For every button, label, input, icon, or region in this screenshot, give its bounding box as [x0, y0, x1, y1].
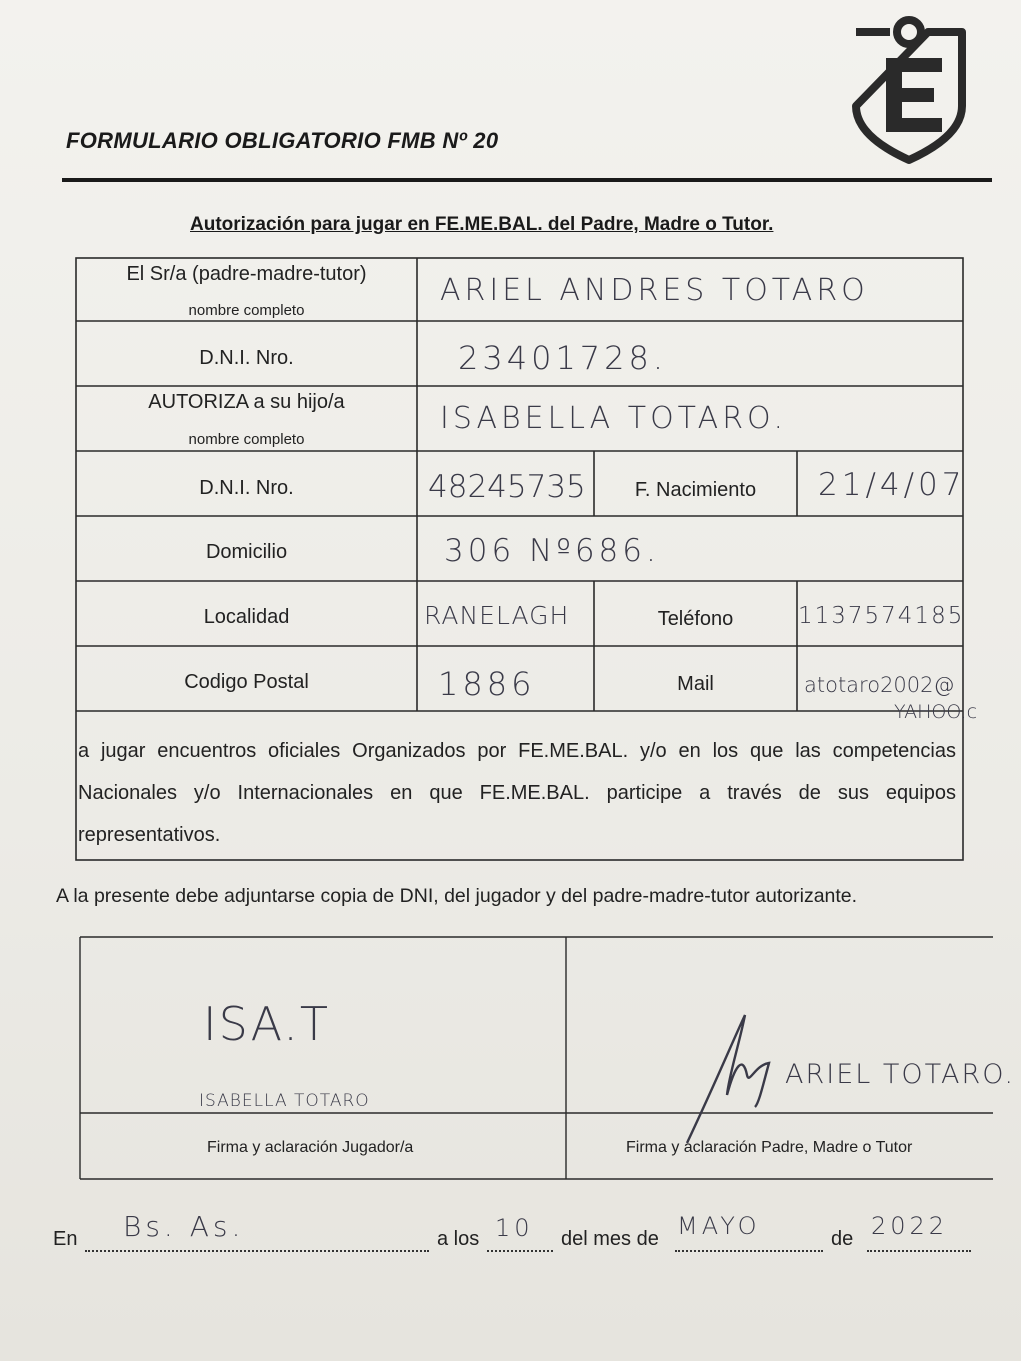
- month-value[interactable]: MAYO: [677, 1212, 761, 1240]
- date-line: [53, 1210, 1013, 1262]
- form-title: FORMULARIO OBLIGATORIO FMB Nº 20: [66, 128, 499, 153]
- attachment-notice: A la presente debe adjuntarse copia de DNI, del jugador y del padre-madre-tutor autorizante.: [56, 885, 858, 907]
- form-subtitle: Autorización para jugar en FE.ME.BAL. del Padre, Madre o Tutor.: [190, 214, 774, 235]
- phone-label: Teléfono: [657, 608, 734, 630]
- parent-printed-name: ARIEL TOTARO.: [785, 1059, 1015, 1090]
- en-label: En: [53, 1228, 78, 1250]
- parent-signature-caption: Firma y aclaración Padre, Madre o Tutor: [626, 1139, 913, 1156]
- parent-name-sublabel: nombre completo: [188, 302, 305, 319]
- de-label: de: [831, 1228, 854, 1250]
- child-name-value[interactable]: ISABELLA TOTARO.: [440, 401, 787, 436]
- child-name-sublabel: nombre completo: [188, 431, 305, 448]
- child-dni-value[interactable]: 48245735: [428, 469, 586, 505]
- mail-value-continued[interactable]: YAHOO.c: [894, 701, 978, 723]
- title-rule: [62, 178, 992, 182]
- place-value[interactable]: Bs. As.: [123, 1210, 245, 1243]
- player-printed-name: ISABELLA TOTARO: [199, 1091, 370, 1111]
- mes-label: del mes de: [561, 1228, 659, 1250]
- authorization-paragraph: a jugar encuentros oficiales Organizados por FE.ME.BAL. y/o en los que las competencias Nacionales y/o Internacionales en que FE.ME.BAL. participe a través de sus equipos representativos.: [78, 740, 956, 846]
- signature-table: [79, 935, 1015, 1181]
- day-value[interactable]: 10: [495, 1214, 534, 1242]
- child-dni-label: D.N.I. Nro.: [199, 477, 294, 499]
- parent-name-value[interactable]: ARIEL ANDRES TOTARO: [440, 273, 869, 308]
- child-name-label: AUTORIZA a su hijo/a: [148, 391, 345, 413]
- player-signature-caption: Firma y aclaración Jugador/a: [207, 1139, 414, 1156]
- postal-code-label: Codigo Postal: [184, 671, 309, 693]
- locality-label: Localidad: [203, 606, 290, 628]
- postal-code-value[interactable]: 1886: [438, 665, 536, 703]
- parent-dni-label: D.N.I. Nro.: [199, 347, 294, 369]
- player-signature: ISA.T: [203, 997, 330, 1051]
- parent-name-label: El Sr/a (padre-madre-tutor): [126, 263, 367, 285]
- femebal-logo: [846, 14, 972, 166]
- year-value[interactable]: 2022: [871, 1212, 949, 1240]
- phone-value[interactable]: 1137574185: [798, 603, 965, 629]
- parent-dni-value[interactable]: 23401728.: [458, 339, 668, 377]
- a-los-label: a los: [437, 1228, 480, 1250]
- address-label: Domicilio: [205, 541, 288, 563]
- mail-label: Mail: [677, 673, 714, 695]
- mail-value[interactable]: atotaro2002@: [804, 673, 955, 697]
- locality-value[interactable]: RANELAGH: [424, 601, 570, 630]
- birth-date-value[interactable]: 21/4/07: [818, 467, 966, 503]
- address-value[interactable]: 306 Nº686.: [444, 533, 660, 569]
- birth-date-label: F. Nacimiento: [634, 479, 757, 501]
